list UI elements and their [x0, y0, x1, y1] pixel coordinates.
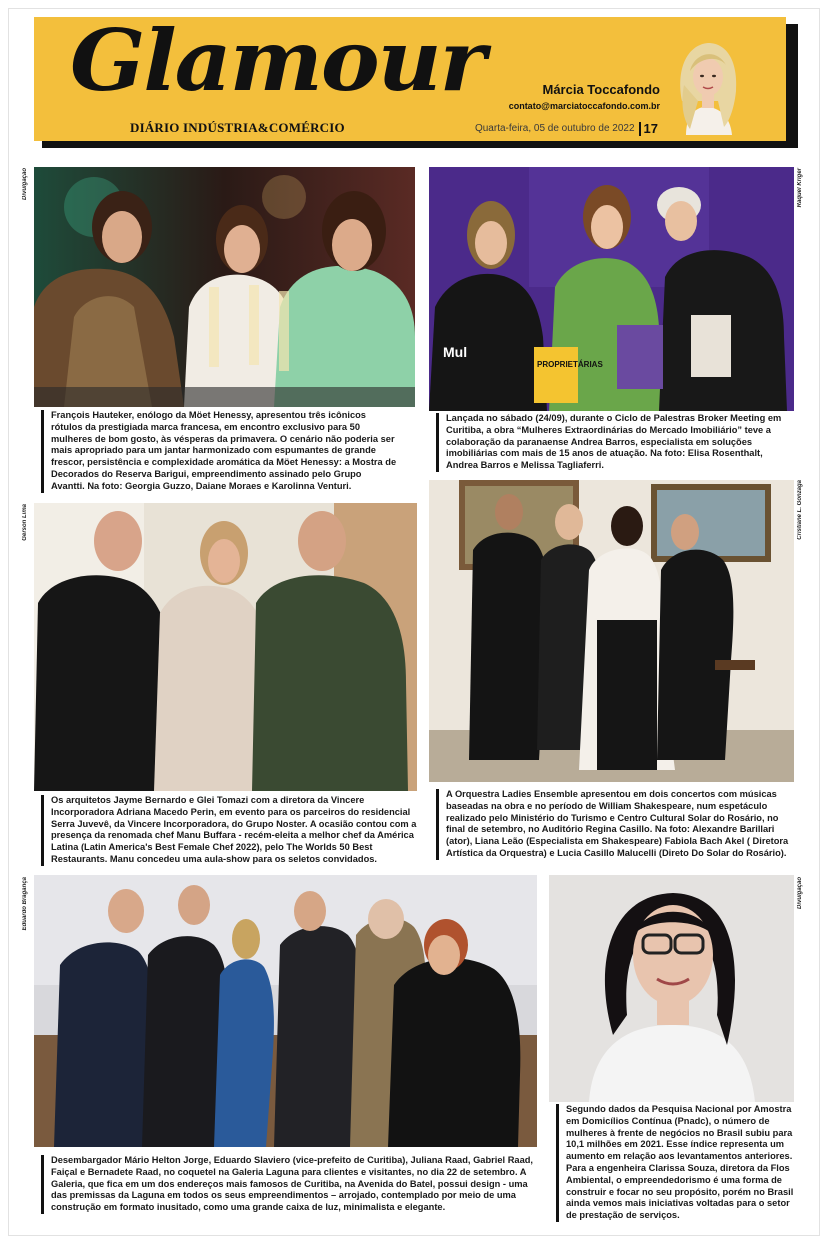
dateline [475, 121, 658, 136]
shirt-text: Mul [443, 344, 468, 360]
caption-gallery-cocktail: Desembargador Mário Helton Jorge, Eduardo Slaviero (vice-prefeito de Curitiba), Juliana Raad, Gabriel Raad, Faiçal e Bernadete Raad, no coquetel na Galeria Laguna para clientes e visitantes, no dia 22 de setembro. A Galeria, que fica em um dos endereços mais famosos de Curitiba, na Avenida do Batel, possui design - uma das premissas da Laguna em todos os seus empreendimentos – arrojado, contemplado por meio de uma construção em formato inusitado, como uma grande caixa de luz, minimalista e elegante. [41, 1155, 537, 1214]
newspaper-name: DIÁRIO INDÚSTRIA&COMÉRCIO [130, 120, 345, 135]
columnist-avatar [668, 31, 744, 135]
columnist-email[interactable]: contato@marciatoccafondo.com.br [508, 101, 660, 111]
date-separator [639, 122, 641, 136]
photo-wine-tasting [34, 167, 415, 407]
columnist-block [509, 82, 660, 111]
masthead [34, 11, 786, 141]
photo-credit: Eduardo Bragança [22, 877, 28, 931]
photo-credit: Divulgação [797, 877, 803, 910]
photo-credit: Divulgação [22, 168, 28, 201]
photo-orchestra-concert [429, 480, 794, 782]
photo-architects-event [34, 503, 417, 791]
photo-credit: Raquel Kriger [797, 168, 803, 208]
photo-portrait-engineer [549, 875, 794, 1102]
photo-gallery-cocktail [34, 875, 537, 1147]
caption-book-launch: Lançada no sábado (24/09), durante o Ciclo de Palestras Broker Meeting em Curitiba, a obra “Mulheres Extraordinárias do Mercado Imobiliário” teve a colaboração da paranaense Andrea Barros, especialista em soluções imobiliárias com mais de 15 anos de atuação. Na foto: Elisa Rosenthalt, Andrea Barros e Melissa Tagliaferri. [436, 413, 794, 472]
caption-portrait-engineer: Segundo dados da Pesquisa Nacional por Amostra em Domicílios Contínua (Pnadc), o número de mulheres à frente de negócios no Brasil subiu para 10,1 milhões em 2021. Esse índice representa um aumento em relação aos levantamentos anteriores. Para a engenheira Clarissa Souza, diretora da Flos Ambiental, o empreendedorismo é uma forma de construir e focar no seu propósito, porém no Brasil ainda vemos mais iniciativas voltadas para o setor de prestação de serviços. [556, 1104, 794, 1222]
page-number: 17 [643, 121, 658, 136]
glamour-logo: Glamour [70, 11, 485, 110]
caption-architects-event: Os arquitetos Jayme Bernardo e Glei Tomazi com a diretora da Vincere Incorporadora Adriana Macedo Perin, em evento para os parceiros do residencial Serra Juvevê, da Vincere Incorporadora, do Grupo Noster. A ocasião contou com a presença da renomada chef Manu Buffara - recém-eleita a melhor chef da América Latina (Latin America's Best Female Chef 2022), pelo The Worlds 50 Best Restaurants. Manu concedeu uma aula-show para os seletos convidados. [41, 795, 417, 866]
photo-credit: Gerson Lima [22, 504, 28, 541]
columnist-name: Márcia Toccafondo [542, 82, 660, 97]
book-title-text: PROPRIETÁRIAS [537, 360, 603, 369]
publication-date: Quarta-feira, 05 de outubro de 2022 [474, 123, 635, 135]
photo-book-launch [429, 167, 794, 411]
caption-wine-tasting: François Hauteker, enólogo da Möet Henessy, apresentou três icônicos rótulos da prestigiada marca francesa, em encontro exclusivo para 50 mulheres de bom gosto, às vésperas da primavera. O cenário não poderia ser mais apropriado para um jantar harmonizado com espumantes de grande frescor, persistência e complexidade aromática da Möet Henessy: a Mostra de Decorados do Reserva Barigui, empreendimento assinado pelo Grupo Avantti. Na foto: Georgia Guzzo, Daiane Moraes e Karolinna Venturi. [41, 410, 397, 493]
caption-orchestra-concert: A Orquestra Ladies Ensemble apresentou em dois concertos com músicas baseadas na obra e no período de William Shakespeare, num espetáculo realizado pelo Ministério do Turismo e Centro Cultural Solar do Rosário, no final de setembro, no Auditório Regina Casillo. Na foto: Alexandre Barillari (ator), Liana Leão (Especialista em Shakespeare) Fabiola Bach Akel ( Diretora Artística da Orquestra) e Lucia Casillo Malucelli (Direto Do Solar do Rosário). [436, 789, 794, 860]
photo-credit: Cristiane L. Gonzaga [797, 480, 803, 540]
